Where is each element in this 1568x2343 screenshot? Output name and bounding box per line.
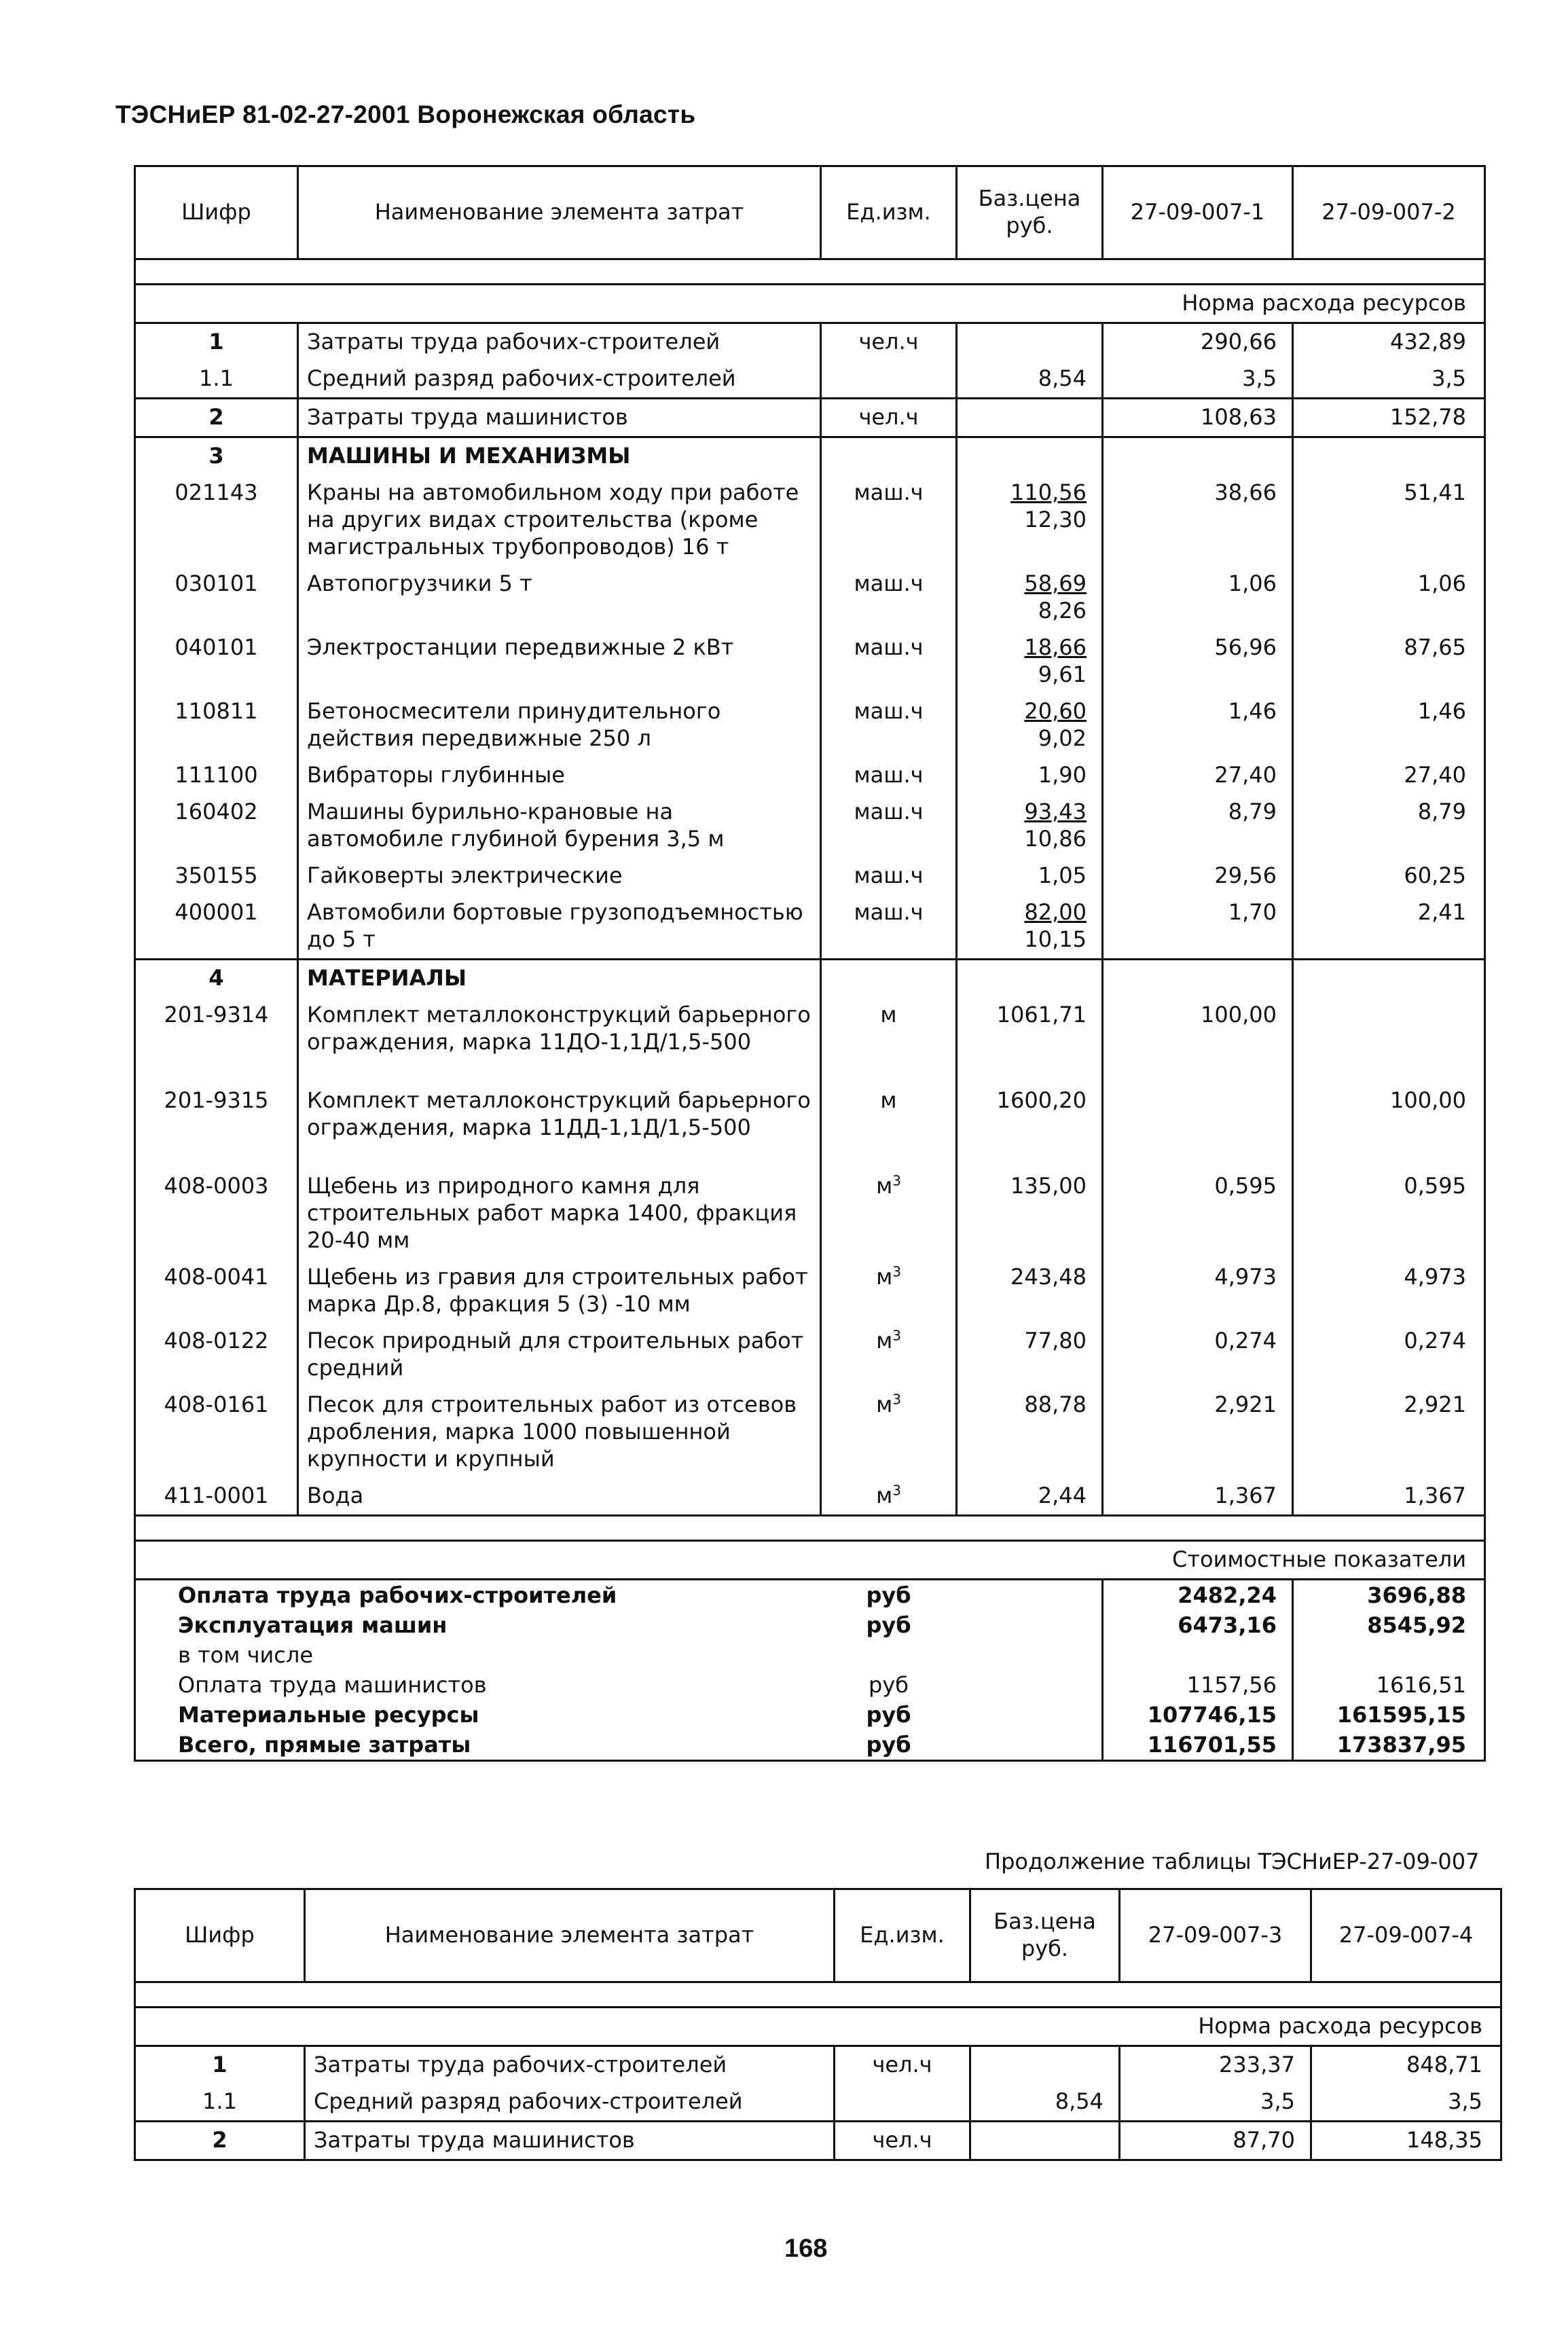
cell-col-a: 38,66: [1103, 475, 1293, 566]
cost-unit: руб: [866, 1612, 911, 1638]
cell-col-b: 87,65: [1293, 630, 1485, 693]
cell-unit: $м^3$: [821, 1387, 957, 1478]
cost-unit: руб: [869, 1672, 909, 1698]
cell-price: 18,66 9,61: [957, 630, 1103, 693]
header-unit: Ед.изм.: [835, 1889, 970, 1982]
table-row: [135, 399, 1485, 437]
norm-label: Норма расхода ресурсов: [135, 2008, 1501, 2046]
cell-unit: чел.ч: [821, 399, 957, 437]
cell-unit: [821, 960, 957, 998]
cell-name: Вибраторы глубинные: [298, 757, 821, 794]
cell-unit: маш.ч: [821, 794, 957, 858]
cell-col-a: 1,367: [1103, 1478, 1293, 1516]
cell-code: 1: [135, 2046, 305, 2084]
cell-unit: $м^3$: [821, 1323, 957, 1387]
table-row: [135, 323, 1485, 361]
cell-col-a: 29,56: [1103, 858, 1293, 894]
cell-price: [970, 2046, 1120, 2084]
cell-price: [957, 399, 1103, 437]
cell-code: 2: [135, 399, 298, 437]
cell-name: Песок для строительных работ из отсевов дробления, марка 1000 повышенной крупности и крупный: [298, 1387, 821, 1478]
cell-unit: маш.ч: [821, 630, 957, 693]
cost-label: Стоимостные показатели: [135, 1541, 1485, 1580]
table-row: [135, 997, 1485, 1083]
cell-unit: маш.ч: [821, 566, 957, 630]
cell-name: Гайковерты электрические: [298, 858, 821, 894]
cell-code: 110811: [135, 693, 298, 757]
cell-code: 201-9315: [135, 1083, 298, 1168]
cell-code: 408-0003: [135, 1168, 298, 1259]
cell-col-b: 3,5: [1311, 2084, 1501, 2122]
cell-name: Бетоносмесители принудительного действия передвижные 250 л: [298, 693, 821, 757]
table-row: [135, 1323, 1485, 1387]
cost-col-a: 1157,56: [1103, 1670, 1293, 1700]
cost-label-cell: Материальные ресурсы: [135, 1700, 821, 1730]
cell-price: 58,69 8,26: [957, 566, 1103, 630]
header-code: Шифр: [135, 1889, 305, 1982]
table-row: [135, 437, 1485, 475]
cell-price: 20,60 9,02: [957, 693, 1103, 757]
cell-price: 2,44: [957, 1478, 1103, 1516]
cell-price: [957, 437, 1103, 475]
table-row: [135, 566, 1485, 630]
cell-col-a: 1,46: [1103, 693, 1293, 757]
table-row: [135, 2084, 1501, 2122]
cell-col-a: 3,5: [1103, 361, 1293, 399]
cell-unit: м: [821, 997, 957, 1083]
cell-code: 3: [135, 437, 298, 475]
cell-col-b: 4,973: [1293, 1259, 1485, 1323]
cell-price: [957, 323, 1103, 361]
cell-col-b: 2,921: [1293, 1387, 1485, 1478]
cost-col-a: 116701,55: [1103, 1730, 1293, 1761]
header-col-b: 27-09-007-2: [1293, 166, 1485, 259]
cell-col-a: 8,79: [1103, 794, 1293, 858]
cost-row: [135, 1670, 1485, 1700]
cell-col-a: [1103, 960, 1293, 998]
cost-unit: руб: [866, 1582, 911, 1608]
cell-price: 8,54: [957, 361, 1103, 399]
cost-label-cell: Оплата труда машинистов: [135, 1670, 821, 1700]
cell-unit: $м^3$: [821, 1259, 957, 1323]
cell-name: МАШИНЫ И МЕХАНИЗМЫ: [298, 437, 821, 475]
cell-unit: чел.ч: [835, 2046, 970, 2084]
cell-price: 93,43 10,86: [957, 794, 1103, 858]
header-price: Баз.цена руб.: [957, 166, 1103, 259]
cost-row: [135, 1580, 1485, 1611]
cost-row: [135, 1730, 1485, 1761]
cell-unit: чел.ч: [835, 2122, 970, 2160]
table-row: [135, 475, 1485, 566]
cell-name: Машины бурильно-крановые на автомобиле глубиной бурения 3,5 м: [298, 794, 821, 858]
cell-col-b: 432,89: [1293, 323, 1485, 361]
table-row: [135, 693, 1485, 757]
cell-price: 1061,71: [957, 997, 1103, 1083]
cell-price: 1600,20: [957, 1083, 1103, 1168]
cell-price: [957, 960, 1103, 998]
cell-col-a: 290,66: [1103, 323, 1293, 361]
cell-code: 408-0041: [135, 1259, 298, 1323]
cell-col-a: 27,40: [1103, 757, 1293, 794]
cost-row: [135, 1610, 1485, 1640]
header-name: Наименование элемента затрат: [298, 166, 821, 259]
cell-price: 135,00: [957, 1168, 1103, 1259]
cell-col-a: 87,70: [1120, 2122, 1311, 2160]
table-row: [135, 960, 1485, 998]
cell-col-b: 1,46: [1293, 693, 1485, 757]
cell-name: Средний разряд рабочих-строителей: [305, 2084, 835, 2122]
cell-col-a: [1103, 1083, 1293, 1168]
cell-name: Автомобили бортовые грузоподъемностью до 5 т: [298, 894, 821, 960]
cell-code: 1: [135, 323, 298, 361]
cell-code: 111100: [135, 757, 298, 794]
cell-col-b: 60,25: [1293, 858, 1485, 894]
cell-price: 1,90: [957, 757, 1103, 794]
cell-col-a: 1,70: [1103, 894, 1293, 960]
continuation-note: Продолжение таблицы ТЭСНиЕР-27-09-007: [985, 1849, 1480, 1874]
header-price: Баз.цена руб.: [970, 1889, 1120, 1982]
cell-name: Средний разряд рабочих-строителей: [298, 361, 821, 399]
cell-col-b: [1293, 437, 1485, 475]
cost-col-b: 173837,95: [1293, 1730, 1485, 1761]
cell-name: Песок природный для строительных работ средний: [298, 1323, 821, 1387]
cell-col-a: 233,37: [1120, 2046, 1311, 2084]
cell-name: Электростанции передвижные 2 кВт: [298, 630, 821, 693]
header-col-a: 27-09-007-1: [1103, 166, 1293, 259]
cell-col-a: 1,06: [1103, 566, 1293, 630]
table-row: [135, 858, 1485, 894]
table-row: [135, 630, 1485, 693]
cell-price: 77,80: [957, 1323, 1103, 1387]
table-row: [135, 894, 1485, 960]
cell-name: Затраты труда машинистов: [305, 2122, 835, 2160]
cell-col-b: 8,79: [1293, 794, 1485, 858]
cell-name: Щебень из гравия для строительных работ марка Др.8, фракция 5 (3) -10 мм: [298, 1259, 821, 1323]
cell-col-b: 848,71: [1311, 2046, 1501, 2084]
cell-code: 1.1: [135, 2084, 305, 2122]
cell-unit: $м^3$: [821, 1168, 957, 1259]
cell-code: 4: [135, 960, 298, 998]
cell-col-a: 0,595: [1103, 1168, 1293, 1259]
header-unit: Ед.изм.: [821, 166, 957, 259]
header-code: Шифр: [135, 166, 298, 259]
table-row: [135, 361, 1485, 399]
cell-unit: [821, 361, 957, 399]
cell-name: Щебень из природного камня для строительных работ марка 1400, фракция 20-40 мм: [298, 1168, 821, 1259]
cost-row: [135, 1640, 1485, 1670]
cell-code: 201-9314: [135, 997, 298, 1083]
cell-code: 2: [135, 2122, 305, 2160]
cell-price: 110,56 12,30: [957, 475, 1103, 566]
cell-code: 1.1: [135, 361, 298, 399]
resource-table-1: [134, 165, 1486, 1762]
cell-col-a: [1103, 437, 1293, 475]
cost-col-b: 1616,51: [1293, 1670, 1485, 1700]
cost-col-a: 107746,15: [1103, 1700, 1293, 1730]
cell-name: Вода: [298, 1478, 821, 1516]
header-name: Наименование элемента затрат: [305, 1889, 835, 1982]
cell-col-a: 0,274: [1103, 1323, 1293, 1387]
cost-label-cell: Оплата труда рабочих-строителей: [135, 1580, 821, 1611]
cell-col-b: 148,35: [1311, 2122, 1501, 2160]
cell-name: Комплект металлоконструкций барьерного ограждения, марка 11ДО-1,1Д/1,5-500: [298, 997, 821, 1083]
table-row: [135, 757, 1485, 794]
cost-unit: руб: [866, 1702, 911, 1728]
cell-col-b: 51,41: [1293, 475, 1485, 566]
cell-col-a: 4,973: [1103, 1259, 1293, 1323]
table-row: [135, 1168, 1485, 1259]
cell-price: 88,78: [957, 1387, 1103, 1478]
cell-col-b: 100,00: [1293, 1083, 1485, 1168]
cost-col-b: [1293, 1640, 1485, 1670]
cell-col-b: [1293, 960, 1485, 998]
header-col-a: 27-09-007-3: [1120, 1889, 1311, 1982]
page-number: 168: [784, 2234, 828, 2263]
cell-price: 8,54: [970, 2084, 1120, 2122]
cell-unit: чел.ч: [821, 323, 957, 361]
table-row: [135, 1387, 1485, 1478]
cell-unit: [821, 437, 957, 475]
cell-name: Затраты труда машинистов: [298, 399, 821, 437]
cell-col-b: [1293, 997, 1485, 1083]
cell-code: 408-0161: [135, 1387, 298, 1478]
cell-code: 160402: [135, 794, 298, 858]
cell-unit: маш.ч: [821, 894, 957, 960]
cell-code: 408-0122: [135, 1323, 298, 1387]
cost-unit: [821, 1640, 957, 1670]
cell-col-b: 3,5: [1293, 361, 1485, 399]
cost-label-cell: Эксплуатация машин: [135, 1610, 821, 1640]
cell-unit: маш.ч: [821, 475, 957, 566]
cell-col-b: 2,41: [1293, 894, 1485, 960]
header-col-b: 27-09-007-4: [1311, 1889, 1501, 1982]
cell-code: 040101: [135, 630, 298, 693]
norm-label: Норма расхода ресурсов: [135, 285, 1485, 323]
cell-unit: м: [821, 1083, 957, 1168]
cell-code: 411-0001: [135, 1478, 298, 1516]
cell-price: 82,00 10,15: [957, 894, 1103, 960]
cost-col-b: 161595,15: [1293, 1700, 1485, 1730]
cost-col-a: 6473,16: [1103, 1610, 1293, 1640]
table-row: [135, 2122, 1501, 2160]
cell-code: 400001: [135, 894, 298, 960]
cell-col-b: 0,274: [1293, 1323, 1485, 1387]
cell-unit: маш.ч: [821, 858, 957, 894]
cell-code: 350155: [135, 858, 298, 894]
cell-name: Затраты труда рабочих-строителей: [305, 2046, 835, 2084]
cell-name: Автопогрузчики 5 т: [298, 566, 821, 630]
cell-unit: [835, 2084, 970, 2122]
table-row: [135, 794, 1485, 858]
cost-row: [135, 1700, 1485, 1730]
cell-col-a: 3,5: [1120, 2084, 1311, 2122]
cell-unit: маш.ч: [821, 757, 957, 794]
cell-col-a: 108,63: [1103, 399, 1293, 437]
cell-price: 243,48: [957, 1259, 1103, 1323]
cell-col-b: 27,40: [1293, 757, 1485, 794]
cell-col-a: 56,96: [1103, 630, 1293, 693]
table-row: [135, 2046, 1501, 2084]
cell-unit: $м^3$: [821, 1478, 957, 1516]
cost-unit: руб: [821, 1730, 957, 1761]
cell-code: 030101: [135, 566, 298, 630]
cost-label-cell: в том числе: [135, 1640, 821, 1670]
table-row: [135, 1083, 1485, 1168]
cell-code: 021143: [135, 475, 298, 566]
cell-col-b: 152,78: [1293, 399, 1485, 437]
cost-col-b: 3696,88: [1293, 1580, 1485, 1611]
document-title: ТЭСНиЕР 81-02-27-2001 Воронежская область: [115, 101, 696, 128]
cell-col-a: 100,00: [1103, 997, 1293, 1083]
cell-col-b: 1,06: [1293, 566, 1485, 630]
resource-table-2: [134, 1888, 1502, 2161]
cost-col-b: 8545,92: [1293, 1610, 1485, 1640]
cell-name: МАТЕРИАЛЫ: [298, 960, 821, 998]
cell-col-a: 2,921: [1103, 1387, 1293, 1478]
cell-price: 1,05: [957, 858, 1103, 894]
cell-name: Затраты труда рабочих-строителей: [298, 323, 821, 361]
cell-col-b: 1,367: [1293, 1478, 1485, 1516]
cell-price: [970, 2122, 1120, 2160]
cost-col-a: [1103, 1640, 1293, 1670]
cost-label-cell: Всего, прямые затраты: [135, 1730, 821, 1761]
cost-col-a: 2482,24: [1103, 1580, 1293, 1611]
cell-name: Комплект металлоконструкций барьерного ограждения, марка 11ДД-1,1Д/1,5-500: [298, 1083, 821, 1168]
cell-name: Краны на автомобильном ходу при работе на других видах строительства (кроме магистральных трубопроводов) 16 т: [298, 475, 821, 566]
cell-col-b: 0,595: [1293, 1168, 1485, 1259]
cell-unit: маш.ч: [821, 693, 957, 757]
table-row: [135, 1259, 1485, 1323]
table-row: [135, 1478, 1485, 1516]
